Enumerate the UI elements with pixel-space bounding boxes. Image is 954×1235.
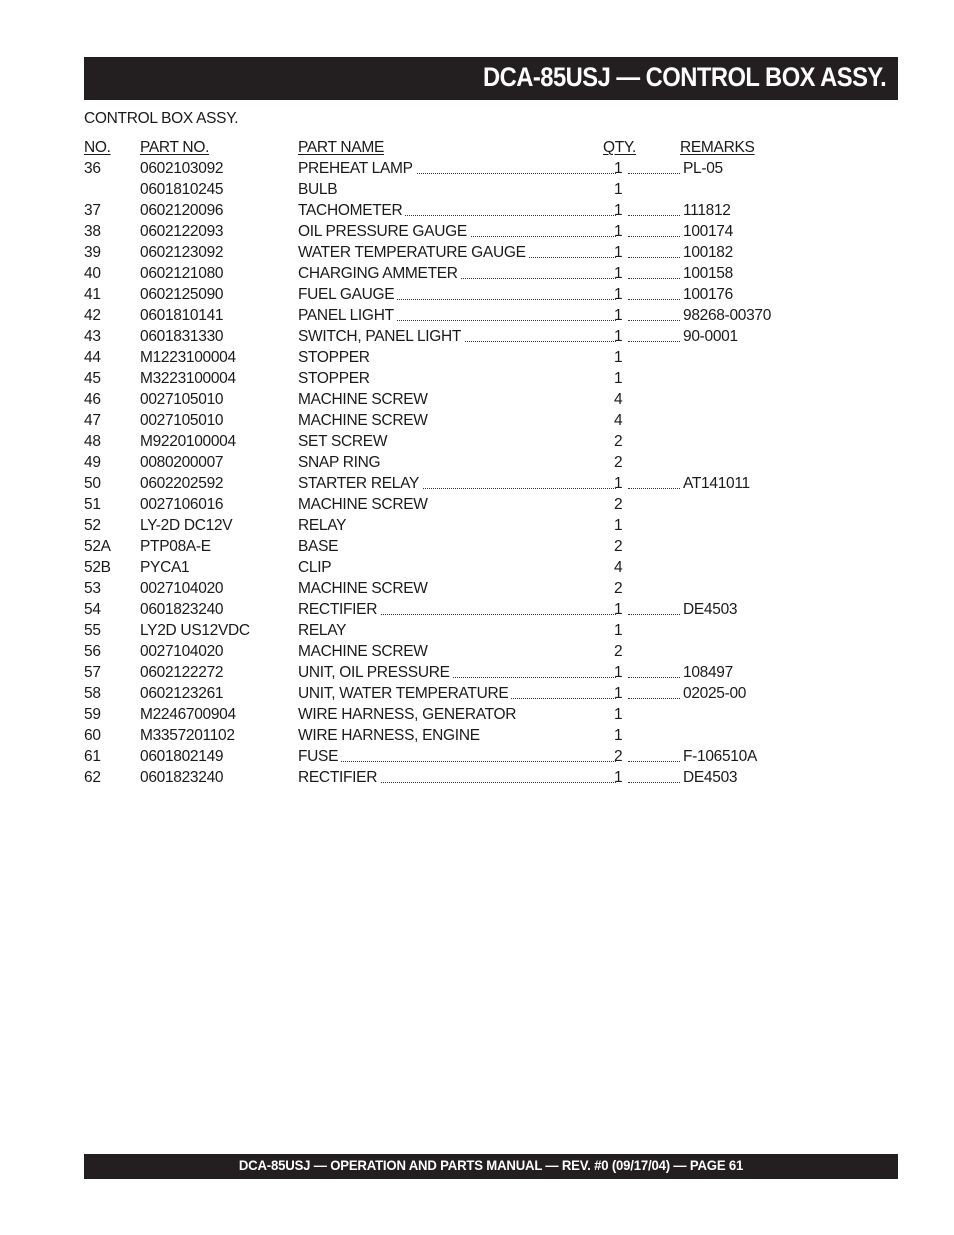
part-name: BULB (298, 181, 340, 198)
item-number: 49 (84, 454, 101, 471)
dot-leader (628, 215, 680, 216)
part-name: TACHOMETER (298, 202, 405, 219)
quantity: 1 (614, 517, 623, 534)
quantity: 1 (614, 685, 623, 702)
remarks: 90-0001 (683, 328, 738, 345)
part-number: 0601831330 (140, 328, 224, 345)
table-row (84, 683, 804, 704)
part-name: SNAP RING (298, 454, 383, 471)
table-row (84, 431, 804, 452)
part-name-cell (298, 683, 616, 704)
part-name-cell (298, 431, 616, 452)
part-number: 0080200007 (140, 454, 224, 471)
item-number: 54 (84, 601, 101, 618)
table-row (84, 242, 804, 263)
table-row (84, 536, 804, 557)
quantity: 4 (614, 559, 623, 576)
part-number: 0602202592 (140, 475, 224, 492)
part-number: M3357201102 (140, 727, 235, 744)
item-number: 52A (84, 538, 111, 555)
quantity: 2 (614, 538, 623, 555)
table-row (84, 410, 804, 431)
table-row (84, 767, 804, 788)
part-name-cell (298, 368, 616, 389)
part-name: FUSE (298, 748, 341, 765)
part-name-cell (298, 641, 616, 662)
remarks: 02025-00 (683, 685, 747, 702)
dot-leader (628, 173, 680, 174)
part-name-cell (298, 284, 616, 305)
remarks: 100182 (683, 244, 733, 261)
dot-leader (628, 761, 680, 762)
quantity: 1 (614, 706, 623, 723)
remarks-cell (628, 746, 757, 767)
part-name-cell (298, 767, 616, 788)
part-number: M1223100004 (140, 349, 236, 366)
part-name-cell (298, 746, 616, 767)
table-row (84, 620, 804, 641)
quantity: 1 (614, 622, 623, 639)
part-name-cell (298, 410, 616, 431)
table-row (84, 389, 804, 410)
quantity: 1 (614, 727, 623, 744)
part-number: 0027105010 (140, 391, 224, 408)
table-row (84, 221, 804, 242)
quantity: 1 (614, 769, 623, 786)
part-name-cell (298, 347, 616, 368)
remarks: 111812 (683, 202, 731, 219)
remarks: AT141011 (683, 475, 750, 492)
part-name: WIRE HARNESS, GENERATOR (298, 706, 519, 723)
item-number: 58 (84, 685, 101, 702)
part-number: M2246700904 (140, 706, 236, 723)
dot-leader (628, 782, 680, 783)
item-number: 45 (84, 370, 101, 387)
part-name: CLIP (298, 559, 334, 576)
item-number: 50 (84, 475, 101, 492)
item-number: 36 (84, 160, 101, 177)
part-name: BASE (298, 538, 341, 555)
part-number: LY-2D DC12V (140, 517, 233, 534)
dot-leader (628, 341, 680, 342)
table-row (84, 179, 804, 200)
item-number: 39 (84, 244, 101, 261)
item-number: 40 (84, 265, 101, 282)
quantity: 1 (614, 475, 623, 492)
item-number: 60 (84, 727, 101, 744)
item-number: 57 (84, 664, 101, 681)
item-number: 53 (84, 580, 101, 597)
part-number: 0602123261 (140, 685, 224, 702)
part-name: SWITCH, PANEL LIGHT (298, 328, 464, 345)
part-name: SET SCREW (298, 433, 390, 450)
item-number: 55 (84, 622, 101, 639)
quantity: 2 (614, 580, 623, 597)
title-bar (84, 57, 898, 100)
part-name: CHARGING AMMETER (298, 265, 461, 282)
part-number: 0602125090 (140, 286, 224, 303)
quantity: 1 (614, 286, 623, 303)
table-row (84, 746, 804, 767)
part-name-cell (298, 305, 616, 326)
item-number: 37 (84, 202, 101, 219)
column-header-no: NO. (84, 139, 111, 156)
item-number: 52 (84, 517, 101, 534)
quantity: 2 (614, 496, 623, 513)
section-label: CONTROL BOX ASSY. (84, 110, 239, 127)
item-number: 41 (84, 286, 101, 303)
part-name: FUEL GAUGE (298, 286, 397, 303)
quantity: 1 (614, 223, 623, 240)
part-number: 0602103092 (140, 160, 224, 177)
part-name: RECTIFIER (298, 601, 380, 618)
dot-leader (628, 698, 680, 699)
part-number: 0602121080 (140, 265, 224, 282)
part-name: MACHINE SCREW (298, 580, 431, 597)
quantity: 1 (614, 181, 623, 198)
quantity: 1 (614, 244, 623, 261)
dot-leader (628, 320, 680, 321)
item-number: 59 (84, 706, 101, 723)
part-name: MACHINE SCREW (298, 643, 431, 660)
part-name: MACHINE SCREW (298, 391, 431, 408)
table-row (84, 578, 804, 599)
table-row (84, 347, 804, 368)
item-number: 62 (84, 769, 101, 786)
part-number: LY2D US12VDC (140, 622, 250, 639)
part-name-cell (298, 200, 616, 221)
dot-leader (628, 257, 680, 258)
part-name-cell (298, 473, 616, 494)
part-name: MACHINE SCREW (298, 496, 431, 513)
quantity: 1 (614, 601, 623, 618)
quantity: 1 (614, 307, 623, 324)
dot-leader (298, 761, 616, 762)
part-name: STOPPER (298, 349, 373, 366)
column-header-qty: QTY. (603, 139, 636, 156)
quantity: 1 (614, 202, 623, 219)
remarks: DE4503 (683, 601, 738, 618)
table-row (84, 368, 804, 389)
table-row (84, 473, 804, 494)
remarks: 100176 (683, 286, 733, 303)
item-number: 51 (84, 496, 101, 513)
remarks-cell (628, 221, 748, 242)
part-name-cell (298, 620, 616, 641)
part-number: 0027105010 (140, 412, 224, 429)
remarks-cell (628, 242, 748, 263)
quantity: 1 (614, 160, 623, 177)
table-row (84, 200, 804, 221)
table-row (84, 599, 804, 620)
page-title: DCA-85USJ — CONTROL BOX ASSY. (482, 62, 886, 92)
table-row (84, 284, 804, 305)
footer-text: DCA-85USJ — OPERATION AND PARTS MANUAL — REV. #0 (09/17/04) — PAGE 61 (238, 1157, 744, 1173)
remarks-cell (628, 305, 772, 326)
table-row (84, 263, 804, 284)
table-row (84, 662, 804, 683)
part-number: PYCA1 (140, 559, 190, 576)
part-name-cell (298, 557, 616, 578)
dot-leader (628, 278, 680, 279)
part-name: PANEL LIGHT (298, 307, 397, 324)
item-number: 38 (84, 223, 101, 240)
table-row (84, 641, 804, 662)
part-number: 0602120096 (140, 202, 224, 219)
part-name-cell (298, 662, 616, 683)
part-name-cell (298, 515, 616, 536)
remarks: DE4503 (683, 769, 738, 786)
part-name: STOPPER (298, 370, 373, 387)
remarks: 100158 (683, 265, 733, 282)
part-name-cell (298, 452, 616, 473)
part-number: M9220100004 (140, 433, 236, 450)
quantity: 1 (614, 328, 623, 345)
remarks: 100174 (683, 223, 733, 240)
quantity: 4 (614, 391, 623, 408)
table-header-row (84, 137, 804, 158)
part-name-cell (298, 158, 616, 179)
part-number: PTP08A-E (140, 538, 211, 555)
part-number: 0602122093 (140, 223, 224, 240)
table-row (84, 452, 804, 473)
part-name: OIL PRESSURE GAUGE (298, 223, 470, 240)
remarks: F-106510A (683, 748, 757, 765)
part-name: WIRE HARNESS, ENGINE (298, 727, 483, 744)
quantity: 1 (614, 370, 623, 387)
remarks: PL-05 (683, 160, 723, 177)
item-number: 44 (84, 349, 101, 366)
part-number: 0601810141 (140, 307, 224, 324)
part-name-cell (298, 263, 616, 284)
table-row (84, 305, 804, 326)
part-name: MACHINE SCREW (298, 412, 431, 429)
part-name-cell (298, 389, 616, 410)
part-number: 0027104020 (140, 580, 224, 597)
item-number: 43 (84, 328, 101, 345)
part-name: WATER TEMPERATURE GAUGE (298, 244, 529, 261)
part-name: UNIT, WATER TEMPERATURE (298, 685, 511, 702)
quantity: 2 (614, 433, 623, 450)
dot-leader (628, 614, 680, 615)
part-name: RECTIFIER (298, 769, 380, 786)
remarks-cell (628, 473, 748, 494)
table-row (84, 515, 804, 536)
remarks-cell (628, 767, 748, 788)
column-header-part-no: PART NO. (140, 139, 210, 156)
part-name-cell (298, 578, 616, 599)
part-number: 0601810245 (140, 181, 224, 198)
quantity: 2 (614, 748, 623, 765)
quantity: 1 (614, 349, 623, 366)
part-name-cell (298, 179, 616, 200)
table-row (84, 158, 804, 179)
quantity: 1 (614, 265, 623, 282)
part-name-cell (298, 326, 616, 347)
part-name-cell (298, 242, 616, 263)
dot-leader (628, 488, 680, 489)
quantity: 4 (614, 412, 623, 429)
part-name-cell (298, 704, 616, 725)
part-name-cell (298, 725, 616, 746)
part-number: M3223100004 (140, 370, 236, 387)
part-name: PREHEAT LAMP (298, 160, 416, 177)
remarks: 108497 (683, 664, 733, 681)
quantity: 2 (614, 643, 623, 660)
part-name: RELAY (298, 517, 349, 534)
part-number: 0601802149 (140, 748, 224, 765)
part-number: 0602122272 (140, 664, 224, 681)
dot-leader (628, 677, 680, 678)
part-number: 0027104020 (140, 643, 224, 660)
item-number: 42 (84, 307, 101, 324)
item-number: 61 (84, 748, 101, 765)
remarks-cell (628, 263, 748, 284)
item-number: 46 (84, 391, 101, 408)
remarks-cell (628, 599, 748, 620)
remarks-cell (628, 200, 748, 221)
item-number: 56 (84, 643, 101, 660)
remarks-cell (628, 326, 748, 347)
part-name-cell (298, 494, 616, 515)
parts-table (84, 137, 804, 788)
table-row (84, 557, 804, 578)
part-number: 0602123092 (140, 244, 224, 261)
item-number: 52B (84, 559, 111, 576)
table-row (84, 704, 804, 725)
quantity: 2 (614, 454, 623, 471)
remarks-cell (628, 158, 748, 179)
part-name-cell (298, 221, 616, 242)
part-name: STARTER RELAY (298, 475, 422, 492)
part-name-cell (298, 536, 616, 557)
table-row (84, 326, 804, 347)
remarks-cell (628, 683, 748, 704)
part-name: UNIT, OIL PRESSURE (298, 664, 453, 681)
dot-leader (628, 299, 680, 300)
remarks-cell (628, 662, 748, 683)
quantity: 1 (614, 664, 623, 681)
part-name-cell (298, 599, 616, 620)
part-number: 0027106016 (140, 496, 224, 513)
dot-leader (628, 236, 680, 237)
remarks: 98268-00370 (683, 307, 772, 324)
table-row (84, 494, 804, 515)
item-number: 48 (84, 433, 101, 450)
footer-bar (84, 1154, 898, 1179)
remarks-cell (628, 284, 748, 305)
column-header-remarks: REMARKS (680, 139, 755, 156)
part-name: RELAY (298, 622, 349, 639)
part-number: 0601823240 (140, 769, 224, 786)
table-row (84, 725, 804, 746)
column-header-part-name: PART NAME (298, 139, 385, 156)
item-number: 47 (84, 412, 101, 429)
part-number: 0601823240 (140, 601, 224, 618)
